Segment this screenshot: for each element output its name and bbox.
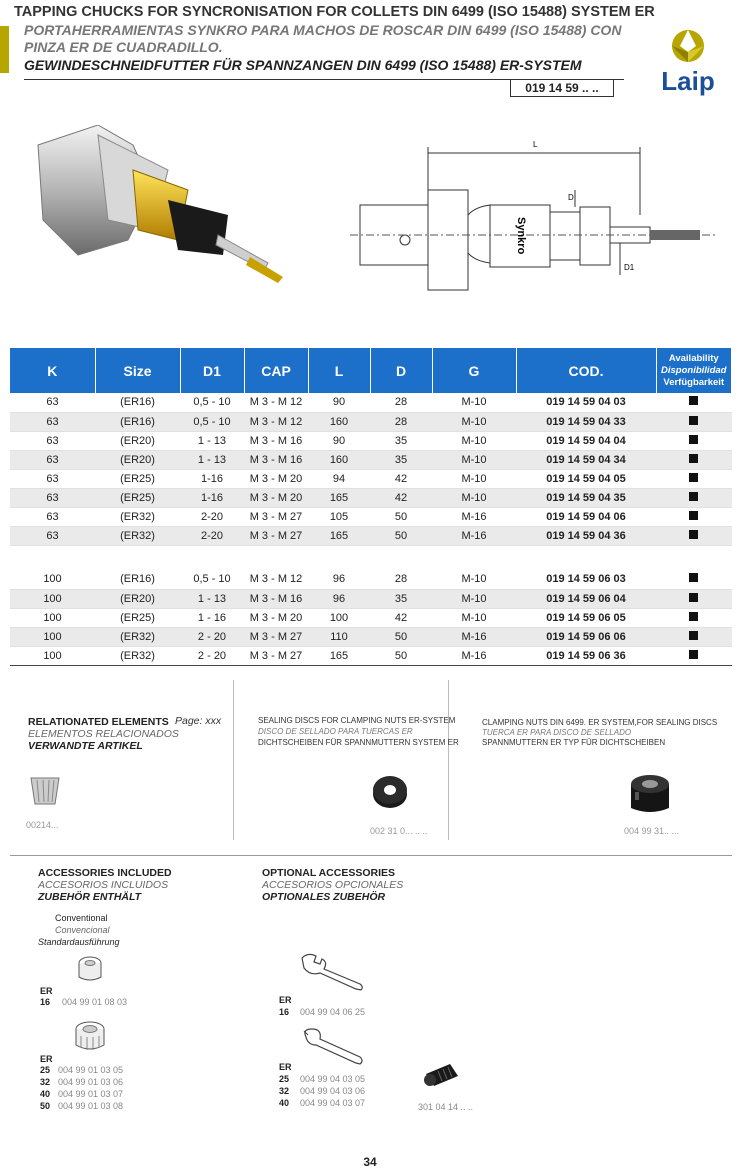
cell-cod: 019 14 59 06 36 xyxy=(516,646,656,665)
table-row xyxy=(10,488,732,507)
screw-icon xyxy=(420,1060,462,1090)
table-row xyxy=(10,627,732,646)
opt-code-16: 004 99 04 06 25 xyxy=(300,1007,366,1017)
cell-g: M-10 xyxy=(432,450,516,469)
table-gap-row xyxy=(10,545,732,570)
availability-square-icon xyxy=(689,416,698,425)
cell-cod: 019 14 59 04 35 xyxy=(516,488,656,507)
seal-title-es: DISCO DE SELLADO PARA TUERCAS ER xyxy=(258,727,413,736)
cell-cap: M 3 - M 27 xyxy=(244,646,308,665)
col-g: G xyxy=(432,348,516,393)
cell-size: (ER16) xyxy=(95,393,180,412)
cell-size: (ER25) xyxy=(95,469,180,488)
title-es: PORTAHERRAMIENTAS SYNKRO PARA MACHOS DE ROSCAR DIN 6499 (ISO 15488) CON PINZA ER DE CUADRADILLO. xyxy=(24,22,622,55)
acc-title-en: ACCESSORIES INCLUDED xyxy=(38,867,172,879)
cell-g: M-16 xyxy=(432,627,516,646)
nut-title-de: SPANNMUTTERN ER TYP FÜR DICHTSCHEIBEN xyxy=(482,738,666,747)
cell-g: M-10 xyxy=(432,589,516,608)
table-row xyxy=(10,412,732,431)
cell-k: 63 xyxy=(10,450,95,469)
cell-size: (ER32) xyxy=(95,646,180,665)
acc-code-40: 004 99 01 03 07 xyxy=(58,1089,124,1099)
cell-availability xyxy=(656,526,732,545)
col-availability xyxy=(656,348,732,393)
col-l: L xyxy=(308,348,370,393)
seal-title-de: DICHTSCHEIBEN FÜR SPANNMUTTERN SYSTEM ER xyxy=(258,738,459,747)
opt-size-32: 32 xyxy=(279,1086,290,1096)
cell-cap: M 3 - M 12 xyxy=(244,393,308,412)
availability-square-icon xyxy=(689,530,698,539)
availability-de: Verfügbarkeit xyxy=(663,376,725,388)
availability-square-icon xyxy=(689,511,698,520)
cell-g: M-16 xyxy=(432,507,516,526)
table-header-row xyxy=(10,348,732,393)
acc-size-25: 25 xyxy=(40,1065,51,1075)
cell-size: (ER32) xyxy=(95,627,180,646)
title-de: GEWINDESCHNEIDFUTTER FÜR SPANNZANGEN DIN 6499 (ISO 15488) ER-SYSTEM xyxy=(24,57,582,73)
nut-er-large-icon xyxy=(72,1018,108,1054)
hook-spanner-icon xyxy=(298,1027,368,1067)
col-d: D xyxy=(370,348,432,393)
cell-k: 100 xyxy=(10,570,95,589)
cell-cap: M 3 - M 16 xyxy=(244,431,308,450)
cell-availability xyxy=(656,412,732,431)
cell-cap: M 3 - M 20 xyxy=(244,469,308,488)
availability-square-icon xyxy=(689,492,698,501)
collet-code: 00214... xyxy=(26,820,59,830)
cell-availability xyxy=(656,589,732,608)
cell-size: (ER16) xyxy=(95,570,180,589)
cell-g: M-10 xyxy=(432,412,516,431)
cell-d1: 1-16 xyxy=(180,488,244,507)
nut-er16-icon xyxy=(75,953,105,985)
opt-title-en: OPTIONAL ACCESSORIES xyxy=(262,867,396,879)
opt-er-label-1: ER xyxy=(279,995,292,1005)
cell-d1: 1 - 13 xyxy=(180,431,244,450)
cell-k: 63 xyxy=(10,431,95,450)
cell-d1: 1-16 xyxy=(180,469,244,488)
cell-cod: 019 14 59 04 33 xyxy=(516,412,656,431)
cell-l: 100 xyxy=(308,608,370,627)
cell-d1: 2 - 20 xyxy=(180,627,244,646)
clamping-nut-icon xyxy=(625,770,675,818)
cell-cap: M 3 - M 12 xyxy=(244,570,308,589)
cell-k: 63 xyxy=(10,469,95,488)
cell-d1: 1 - 13 xyxy=(180,450,244,469)
cell-size: (ER32) xyxy=(95,526,180,545)
cell-size: (ER20) xyxy=(95,589,180,608)
cell-g: M-10 xyxy=(432,431,516,450)
drawing-brand-label: Synkro xyxy=(515,217,527,255)
acc-title-es: ACCESORIOS INCLUIDOS xyxy=(38,879,169,891)
cell-size: (ER20) xyxy=(95,431,180,450)
technical-drawing xyxy=(350,135,720,310)
acc-size-50: 50 xyxy=(40,1101,51,1111)
acc-size-40: 40 xyxy=(40,1089,51,1099)
cell-d: 35 xyxy=(370,450,432,469)
cell-d1: 0,5 - 10 xyxy=(180,570,244,589)
opt-size-40: 40 xyxy=(279,1098,290,1108)
sealing-disc-icon xyxy=(370,772,410,812)
cell-d: 28 xyxy=(370,412,432,431)
cell-size: (ER25) xyxy=(95,608,180,627)
conv-de: Standardausführung xyxy=(38,937,120,947)
cell-g: M-16 xyxy=(432,646,516,665)
cell-d: 50 xyxy=(370,507,432,526)
opt-title-de: OPTIONALES ZUBEHÖR xyxy=(262,891,386,903)
cell-d: 42 xyxy=(370,469,432,488)
cell-l: 90 xyxy=(308,431,370,450)
cell-d: 35 xyxy=(370,431,432,450)
cell-size: (ER32) xyxy=(95,507,180,526)
divider-related-bottom xyxy=(10,855,732,856)
cell-k: 63 xyxy=(10,507,95,526)
related-page-ref[interactable]: Page: xxx xyxy=(175,715,222,727)
availability-square-icon xyxy=(689,396,698,405)
cell-cod: 019 14 59 06 05 xyxy=(516,608,656,627)
availability-square-icon xyxy=(689,454,698,463)
cell-cod: 019 14 59 06 06 xyxy=(516,627,656,646)
dim-d1-label: D1 xyxy=(624,263,635,272)
table-row xyxy=(10,431,732,450)
cell-cod: 019 14 59 06 04 xyxy=(516,589,656,608)
cell-l: 105 xyxy=(308,507,370,526)
cell-l: 96 xyxy=(308,570,370,589)
cell-availability xyxy=(656,431,732,450)
cell-availability xyxy=(656,393,732,412)
cell-g: M-10 xyxy=(432,393,516,412)
cell-cod: 019 14 59 04 36 xyxy=(516,526,656,545)
opt-code-25: 004 99 04 03 05 xyxy=(300,1074,366,1084)
cell-d: 35 xyxy=(370,589,432,608)
cell-k: 100 xyxy=(10,608,95,627)
col-cap: CAP xyxy=(244,348,308,393)
cell-availability xyxy=(656,507,732,526)
availability-square-icon xyxy=(689,631,698,640)
col-k: K xyxy=(10,348,95,393)
cell-availability xyxy=(656,646,732,665)
table-row xyxy=(10,450,732,469)
acc-code-50: 004 99 01 03 08 xyxy=(58,1101,124,1111)
page-number: 34 xyxy=(363,1155,377,1169)
cell-size: (ER25) xyxy=(95,488,180,507)
collet-icon xyxy=(25,772,65,810)
cell-l: 96 xyxy=(308,589,370,608)
cell-d1: 2-20 xyxy=(180,526,244,545)
product-code: 019 14 59 .. .. xyxy=(510,79,614,97)
table-row xyxy=(10,507,732,526)
cell-cap: M 3 - M 27 xyxy=(244,507,308,526)
cell-l: 165 xyxy=(308,646,370,665)
cell-cod: 019 14 59 04 05 xyxy=(516,469,656,488)
logo-text: Laip xyxy=(661,66,715,96)
cell-k: 63 xyxy=(10,412,95,431)
logo-emblem-icon xyxy=(652,26,724,70)
acc-code-32: 004 99 01 03 06 xyxy=(58,1077,124,1087)
cell-l: 160 xyxy=(308,412,370,431)
conv-es: Convencional xyxy=(55,925,110,935)
cell-l: 94 xyxy=(308,469,370,488)
table-row xyxy=(10,589,732,608)
cell-availability xyxy=(656,488,732,507)
cell-availability xyxy=(656,570,732,589)
cell-l: 160 xyxy=(308,450,370,469)
cell-g: M-10 xyxy=(432,469,516,488)
table-row xyxy=(10,570,732,589)
cell-d: 42 xyxy=(370,488,432,507)
cell-k: 63 xyxy=(10,393,95,412)
cell-d: 28 xyxy=(370,570,432,589)
acc-code-25: 004 99 01 03 05 xyxy=(58,1065,124,1075)
cell-k: 100 xyxy=(10,589,95,608)
opt-code-40: 004 99 04 03 07 xyxy=(300,1098,366,1108)
cell-d: 42 xyxy=(370,608,432,627)
nut-code: 004 99 31.. ... xyxy=(624,826,680,836)
cell-size: (ER16) xyxy=(95,412,180,431)
opt-size-25: 25 xyxy=(279,1074,290,1084)
product-photo xyxy=(28,125,288,285)
cell-cap: M 3 - M 16 xyxy=(244,450,308,469)
availability-square-icon xyxy=(689,573,698,582)
availability-square-icon xyxy=(689,473,698,482)
page-header xyxy=(0,0,740,100)
table-row xyxy=(10,646,732,665)
acc-er-label-1: ER xyxy=(40,986,53,996)
dim-d-label: D xyxy=(568,193,574,202)
laip-logo xyxy=(652,26,724,98)
availability-square-icon xyxy=(689,593,698,602)
cell-availability xyxy=(656,450,732,469)
cell-cod: 019 14 59 06 03 xyxy=(516,570,656,589)
cell-g: M-10 xyxy=(432,570,516,589)
seal-title-en: SEALING DISCS FOR CLAMPING NUTS ER-SYSTEM xyxy=(258,716,456,725)
dim-l-label: L xyxy=(533,140,538,149)
cell-d: 50 xyxy=(370,627,432,646)
related-title-es: ELEMENTOS RELACIONADOS xyxy=(28,728,179,740)
cell-g: M-10 xyxy=(432,488,516,507)
related-title-en: RELATIONATED ELEMENTS xyxy=(28,716,169,728)
title-en: TAPPING CHUCKS FOR SYNCRONISATION FOR COLLETS DIN 6499 (ISO 15488) SYSTEM ER xyxy=(14,4,655,20)
cell-l: 110 xyxy=(308,627,370,646)
cell-d: 28 xyxy=(370,393,432,412)
cell-d1: 2-20 xyxy=(180,507,244,526)
opt-code-32: 004 99 04 03 06 xyxy=(300,1086,366,1096)
divider-related-2 xyxy=(448,680,449,840)
cell-k: 100 xyxy=(10,646,95,665)
col-size: Size xyxy=(95,348,180,393)
availability-square-icon xyxy=(689,612,698,621)
table-row xyxy=(10,526,732,545)
divider-related-1 xyxy=(233,680,234,840)
opt-er-label-2: ER xyxy=(279,1062,292,1072)
cell-k: 63 xyxy=(10,526,95,545)
spec-table xyxy=(10,348,732,666)
cell-cod: 019 14 59 04 04 xyxy=(516,431,656,450)
spanner-icon xyxy=(298,952,368,992)
cell-d1: 2 - 20 xyxy=(180,646,244,665)
cell-d1: 1 - 16 xyxy=(180,608,244,627)
cell-cap: M 3 - M 12 xyxy=(244,412,308,431)
cell-d: 50 xyxy=(370,646,432,665)
cell-d1: 0,5 - 10 xyxy=(180,393,244,412)
cell-cap: M 3 - M 27 xyxy=(244,627,308,646)
cell-availability xyxy=(656,627,732,646)
cell-cod: 019 14 59 04 34 xyxy=(516,450,656,469)
cell-l: 165 xyxy=(308,488,370,507)
acc-title-de: ZUBEHÖR ENTHÄLT xyxy=(38,891,142,903)
cell-k: 63 xyxy=(10,488,95,507)
conv-en: Conventional xyxy=(55,913,108,923)
gap-cell xyxy=(10,545,732,570)
table-row xyxy=(10,393,732,412)
cell-l: 165 xyxy=(308,526,370,545)
nut-title-es: TUERCA ER PARA DISCO DE SELLADO xyxy=(482,728,632,737)
cell-d1: 0,5 - 10 xyxy=(180,412,244,431)
accent-bar xyxy=(0,26,9,73)
cell-g: M-10 xyxy=(432,608,516,627)
opt-title-es: ACCESORIOS OPCIONALES xyxy=(262,879,404,891)
acc-code-16: 004 99 01 08 03 xyxy=(62,997,128,1007)
acc-er-label-2: ER xyxy=(40,1054,53,1064)
screw-code: 301 04 14 .. .. xyxy=(418,1102,474,1112)
cell-d: 50 xyxy=(370,526,432,545)
col-d1: D1 xyxy=(180,348,244,393)
col-cod: COD. xyxy=(516,348,656,393)
cell-cap: M 3 - M 27 xyxy=(244,526,308,545)
cell-cap: M 3 - M 20 xyxy=(244,488,308,507)
table-row xyxy=(10,608,732,627)
cell-size: (ER20) xyxy=(95,450,180,469)
cell-cod: 019 14 59 04 03 xyxy=(516,393,656,412)
acc-size-32: 32 xyxy=(40,1077,51,1087)
cell-cap: M 3 - M 20 xyxy=(244,608,308,627)
cell-g: M-16 xyxy=(432,526,516,545)
acc-size-16: 16 xyxy=(40,997,51,1007)
related-title-de: VERWANDTE ARTIKEL xyxy=(28,740,143,752)
cell-k: 100 xyxy=(10,627,95,646)
table-row xyxy=(10,469,732,488)
seal-code: 002 31 0... .. .. xyxy=(370,826,428,836)
availability-es: Disponibilidad xyxy=(661,364,727,376)
cell-d1: 1 - 13 xyxy=(180,589,244,608)
availability-en: Availability xyxy=(668,352,719,364)
opt-size-16: 16 xyxy=(279,1007,290,1017)
cell-cod: 019 14 59 04 06 xyxy=(516,507,656,526)
cell-availability xyxy=(656,469,732,488)
cell-l: 90 xyxy=(308,393,370,412)
cell-availability xyxy=(656,608,732,627)
availability-square-icon xyxy=(689,435,698,444)
nut-title-en: CLAMPING NUTS DIN 6499. ER SYSTEM,FOR SEALING DISCS xyxy=(482,718,718,727)
availability-square-icon xyxy=(689,650,698,659)
cell-cap: M 3 - M 16 xyxy=(244,589,308,608)
